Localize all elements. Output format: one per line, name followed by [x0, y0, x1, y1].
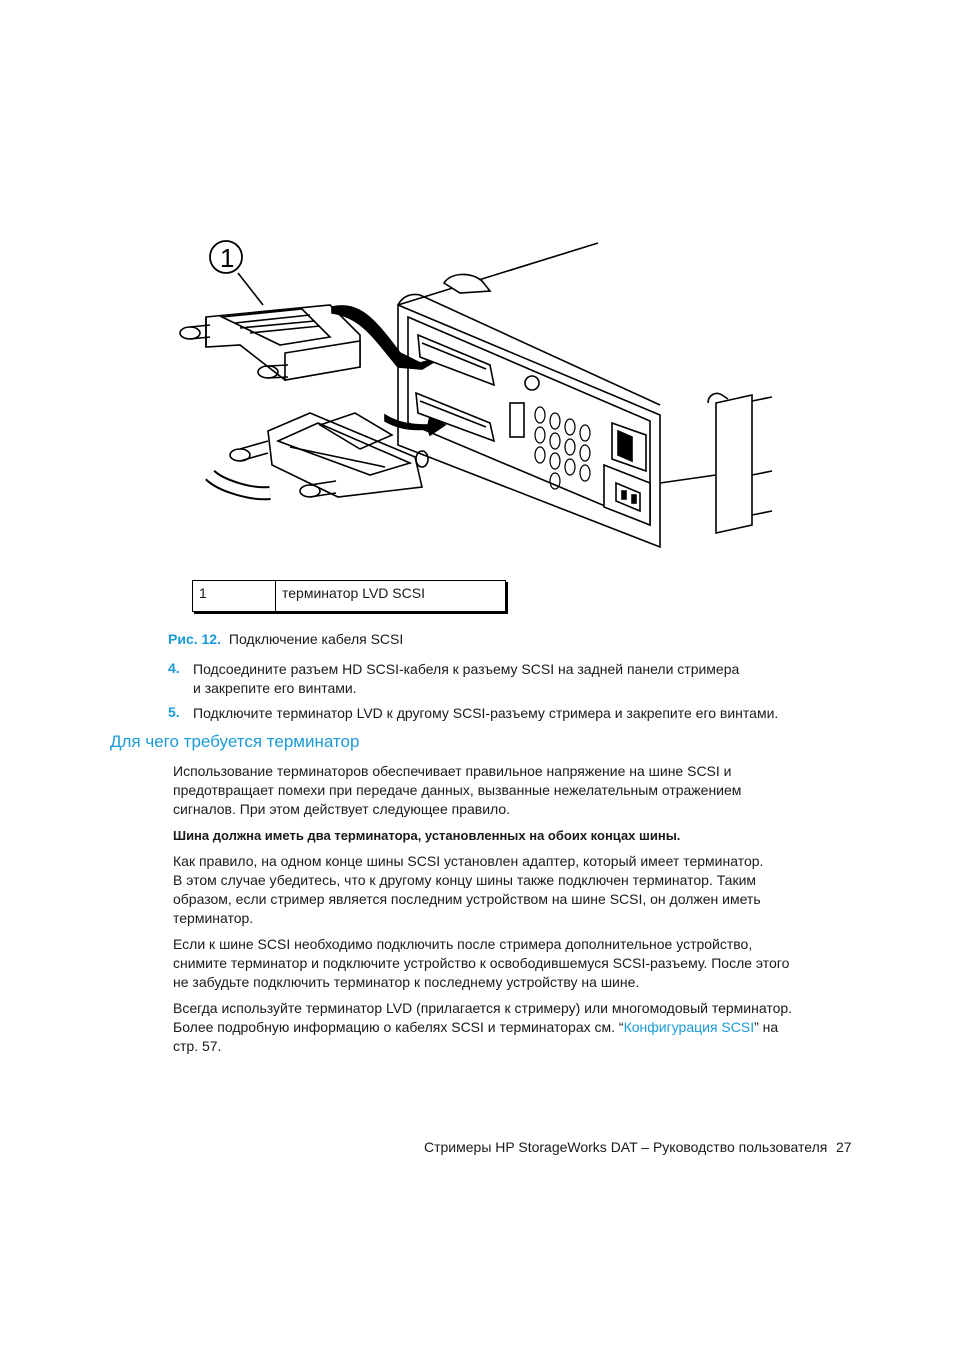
figure-caption-label: Рис. 12. [168, 631, 221, 647]
callout-1 [210, 241, 263, 305]
paragraph-4-text-after-link: ” на [754, 1019, 779, 1035]
paragraph-1 [173, 762, 853, 819]
bus-rule: Шина должна иметь два терминатора, установленных на обоих концах шины. [173, 828, 681, 843]
step-4-number: 4. [168, 660, 180, 676]
paragraph-2-line: терминатор. [173, 910, 254, 926]
step-4-line2: и закрепите его винтами. [193, 680, 357, 696]
step-5-line1: Подключите терминатор LVD к другому SCSI-разъему стримера и закрепите его винтами. [193, 705, 779, 721]
step-4-line1: Подсоедините разъем HD SCSI-кабеля к разъему SCSI на задней панели стримера [193, 661, 740, 677]
paragraph-4-line3: стр. 57. [173, 1038, 222, 1054]
scsi-connection-illustration [160, 235, 780, 555]
callout-number: 1 [220, 243, 235, 273]
lvd-terminator [180, 305, 360, 380]
paragraph-3-line: снимите терминатор и подключите устройство к освободившемуся SCSI-разъему. После этого [173, 955, 790, 971]
paragraph-1-line: Использование терминаторов обеспечивает правильное напряжение на шине SCSI и [173, 763, 732, 779]
footer-title: Стримеры HP StorageWorks DAT – Руководство пользователя [424, 1139, 828, 1155]
paragraph-3-line: не забудьте подключить терминатор к последнему устройству на шине. [173, 974, 640, 990]
legend-text: терминатор LVD SCSI [276, 581, 506, 612]
paragraph-1-line: сигналов. При этом действует следующее правило. [173, 801, 511, 817]
step-5-number: 5. [168, 704, 180, 720]
figure-caption-text: Подключение кабеля SCSI [228, 631, 404, 647]
paragraph-4-line1: Всегда используйте терминатор LVD (прилагается к стримеру) или многомодовый терминатор. [173, 1000, 793, 1016]
paragraph-2-line: В этом случае убедитесь, что к другому концу шины также подключен терминатор. Таким [173, 872, 757, 888]
paragraph-4 [173, 999, 853, 1056]
paragraph-4-line2 [173, 1018, 853, 1037]
figure-caption [168, 630, 403, 649]
legend-row [193, 581, 506, 612]
paragraph-2-line: Как правило, на одном конце шины SCSI установлен адаптер, который имеет терминатор. [173, 853, 764, 869]
scsi-configuration-link[interactable]: Конфигурация SCSI [623, 1019, 755, 1035]
figure-legend-table [192, 580, 506, 612]
paragraph-3-line: Если к шине SCSI необходимо подключить после стримера дополнительное устройство, [173, 936, 753, 952]
paragraph-3 [173, 935, 853, 992]
paragraph-2-line: образом, если стример является последним устройством на шине SCSI, он должен иметь [173, 891, 761, 907]
legend-number: 1 [193, 581, 276, 612]
paragraph-1-line: предотвращает помехи при передаче данных, вызванные нежелательным отражением [173, 782, 742, 798]
page-number: 27 [836, 1139, 852, 1155]
tape-drive-rear-panel [398, 243, 772, 547]
paragraph-2 [173, 852, 853, 928]
section-heading: Для чего требуется терминатор [110, 732, 360, 751]
paragraph-4-text-before-link: Более подробную информацию о кабелях SCSI и терминаторах см. “ [173, 1019, 624, 1035]
